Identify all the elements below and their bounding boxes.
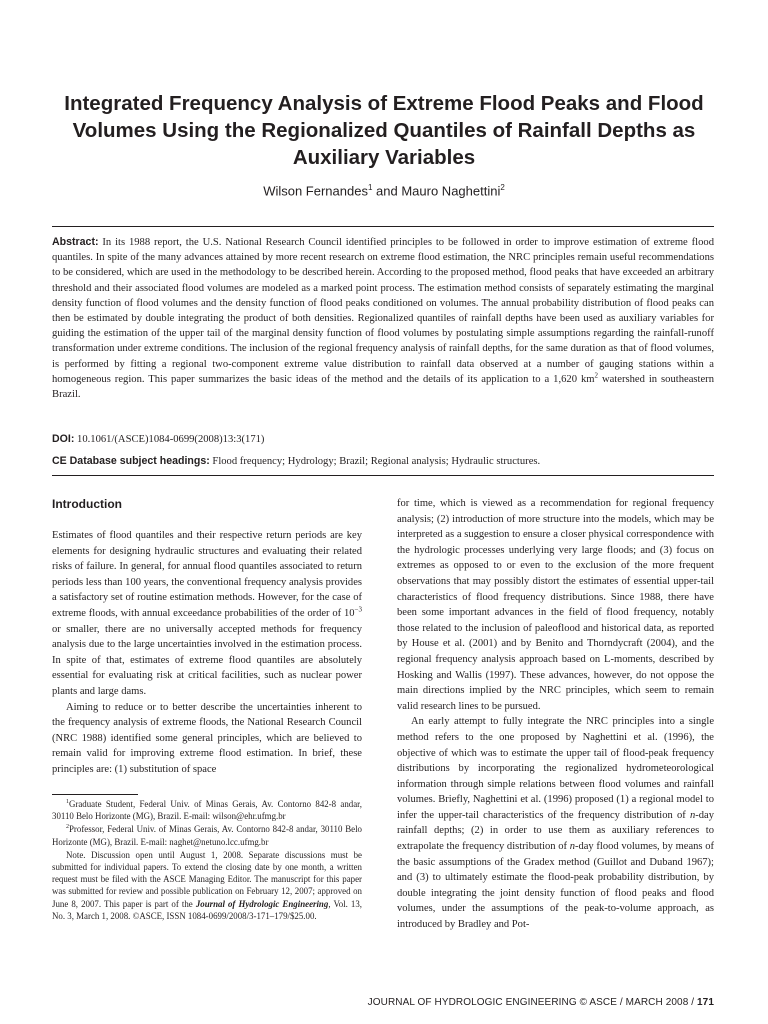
right-column: [397, 496, 714, 933]
superscript: −3: [354, 605, 362, 614]
doi-label: DOI:: [52, 433, 75, 445]
page-number: 171: [697, 997, 714, 1008]
footnote-divider: [52, 794, 138, 795]
abstract-divider: [52, 475, 714, 476]
abstract-label: Abstract:: [52, 236, 99, 248]
doi-value[interactable]: 10.1061/(ASCE)1084-0699(2008)13:3(171): [74, 434, 265, 445]
author-line: [40, 179, 728, 200]
paper-title: Integrated Frequency Analysis of Extreme Flood Peaks and Flood Volumes Using the Regionalized Quantiles of Rainfall Depths as Auxiliary Variables: [64, 92, 704, 169]
left-column: [52, 496, 362, 778]
footnote-mark: 1: [66, 799, 69, 806]
affiliation-mark: 1: [367, 183, 373, 192]
paragraph-text: or smaller, there are no universally accepted methods for frequency analysis due to the large uncertainties involved in the estimation process. In spite of that, estimates of extreme flood quantiles are absolutely essential for evaluating risk at critical facilities, such as nuclear power plants and large dams.: [52, 623, 362, 697]
footnotes: [52, 798, 362, 923]
running-footer: [368, 997, 714, 1008]
body-paragraph: for time, which is viewed as a recommendation for regional frequency analysis; (2) introduction of more structure into the models, which may be interpreted as a suggestion to ensure a closer physical correspondence with the hydrologic processes underlying very large floods; and (3) focus on extremes as opposed to or even to the exclusion of the more frequent observations that may possibly distort the estimates of essential upper-tail characteristics of flood frequency distributions. Since 1988, there have been some important advances in the field of flood frequency, notably those related to the inclusion of paleoflood and historical data, as reported by House et al. (2001) and by Benito and Thorndycraft (2004), and the regional frequency analysis approach based on L-moments, described by Hosking and Wallis (1997). These advances, however, do not oppose the main directions implied by the NRC principles, which seem to remain valid research lines to be pursued.: [397, 498, 714, 712]
abstract-text-end: watershed in southeastern Brazil.: [52, 373, 714, 401]
subject-headings-label: CE Database subject headings:: [52, 455, 210, 467]
footnote: [52, 823, 362, 847]
header-divider: [52, 226, 714, 227]
paragraph-text: An early attempt to fully integrate the NRC principles into a single method refers to the one proposed by Naghettini et al. (1996), the objective of which was to estimate the upper tail of flood-peak frequency distributions by incorporating the regionalized hydrometeorological information through simple relations between flood volumes and rainfall volumes. Briefly, Naghettini et al. (1996) proposed (1) a regional model to infer the upper-tail characteristics of the frequency distribution of: [397, 716, 714, 821]
italic-variable: n: [569, 841, 575, 853]
section-heading: Introduction: [52, 497, 122, 511]
footnote-mark: 2: [66, 824, 69, 831]
author-connector: and: [372, 183, 402, 199]
subject-headings-line: [52, 454, 714, 469]
note-text: , Vol. 13, No. 3, March 1, 2008. ©ASCE, ISSN 1084-0699/2008/3-171–179/$25.00.: [52, 898, 362, 921]
author-name: Mauro Naghettini: [401, 183, 501, 199]
affiliation-mark: 2: [500, 183, 505, 192]
abstract: [52, 235, 714, 402]
note-text: Note. Discussion open until August 1, 2008. Separate discussions must be submitted for individual papers. To extend the closing date by one month, a written request must be filed with the ASCE Managing Editor. The manuscript for this paper was submitted for review and possible publication on February 12, 2007; approved on June 8, 2007. This paper is part of the: [52, 849, 362, 909]
journal-name: Journal of Hydrologic Engineering: [195, 898, 329, 909]
footnote: [52, 798, 362, 822]
paragraph-text: Estimates of flood quantiles and their respective return periods are key elements for designing hydraulic structures and evaluating their related risks of failure. In general, for annual flood quantiles associated to return periods less than 100 years, the conventional frequency analysis provides a satisfactory set of routine estimation methods. However, for the case of extreme floods, with annual exceedance probabilities of the order of 10: [52, 530, 362, 619]
abstract-text: In its 1988 report, the U.S. National Research Council identified principles to be followed in order to improve estimation of extreme flood quantiles. In spite of the many advances attained by more recent research on extreme flood estimation, the NRC principles remain useful recommendations to be considered, which are used in the methodology to be described herein. According to the proposed method, flood peaks that have exceeded an arbitrary threshold and their associated flood volumes are modeled as a marked point process. The estimation method consists of separately estimating the marginal density function of flood volumes and the density function of flood peaks conditioned on volumes. The annual probability distribution of flood peaks can then be estimated by double integrating the product of both densities. Regionalized quantiles of rainfall depths have been used as auxiliary variables for guiding the estimation of the upper tail of the marginal density function of flood volumes by postulating simple assumptions regarding the rainfall-runoff transformation under extreme conditions. The inclusion of the regional frequency analysis of rainfall depths, for the same duration as that of flood volumes, is performed by fitting a regional two-component extreme value distribution to rainfall data observed at a number of gauging stations within a homogeneous region. This paper summarizes the basic ideas of the method and the details of its application to a 1,620 km: [52, 237, 714, 385]
author-name: Wilson Fernandes: [263, 183, 368, 199]
publication-note: [52, 849, 362, 922]
footnote-text: Graduate Student, Federal Univ. of Minas Gerais, Av. Contorno 842-8 andar, 30110 Belo Horizonte (MG), Brazil. E-mail: wilson@ehr.ufmg.br: [52, 799, 362, 822]
paragraph-text: -day rainfall depths; (2) in order to use them as auxiliary references to extrapolate the frequency distribution of: [397, 809, 714, 853]
italic-variable: n: [689, 809, 696, 821]
body-paragraph: [52, 528, 362, 700]
subject-headings-value: Flood frequency; Hydrology; Brazil; Regional analysis; Hydraulic structures.: [209, 456, 541, 467]
footnote-text: Professor, Federal Univ. of Minas Gerais, Av. Contorno 842-8 andar, 30110 Belo Horizonte (MG), Brazil. E-mail: naghet@netuno.lcc.ufmg.br: [52, 824, 362, 847]
body-paragraph: Aiming to reduce or to better describe the uncertainties inherent to the frequency analysis of extreme floods, the National Research Council (NRC 1988) identified some general principles, which are believed to remain valid for improving extreme flood estimation. In brief, these principles are: (1) substitution of space: [52, 701, 362, 775]
superscript: 2: [594, 371, 598, 380]
paragraph-text: -day flood volumes, by means of the basic assumptions of the Gradex method (Guillot and Duband 1967); and (3) to ultimately estimate the flood-peak probability distribution, by double integrating the joint density function of flood peaks and flood volumes, under the assumptions of the peak-to-volume approach, as introduced by Bradley and Pot-: [397, 841, 714, 931]
footer-journal: JOURNAL OF HYDROLOGIC ENGINEERING © ASCE / MARCH 2008 /: [367, 997, 697, 1008]
body-paragraph: [397, 714, 714, 932]
doi-line: [52, 432, 714, 447]
